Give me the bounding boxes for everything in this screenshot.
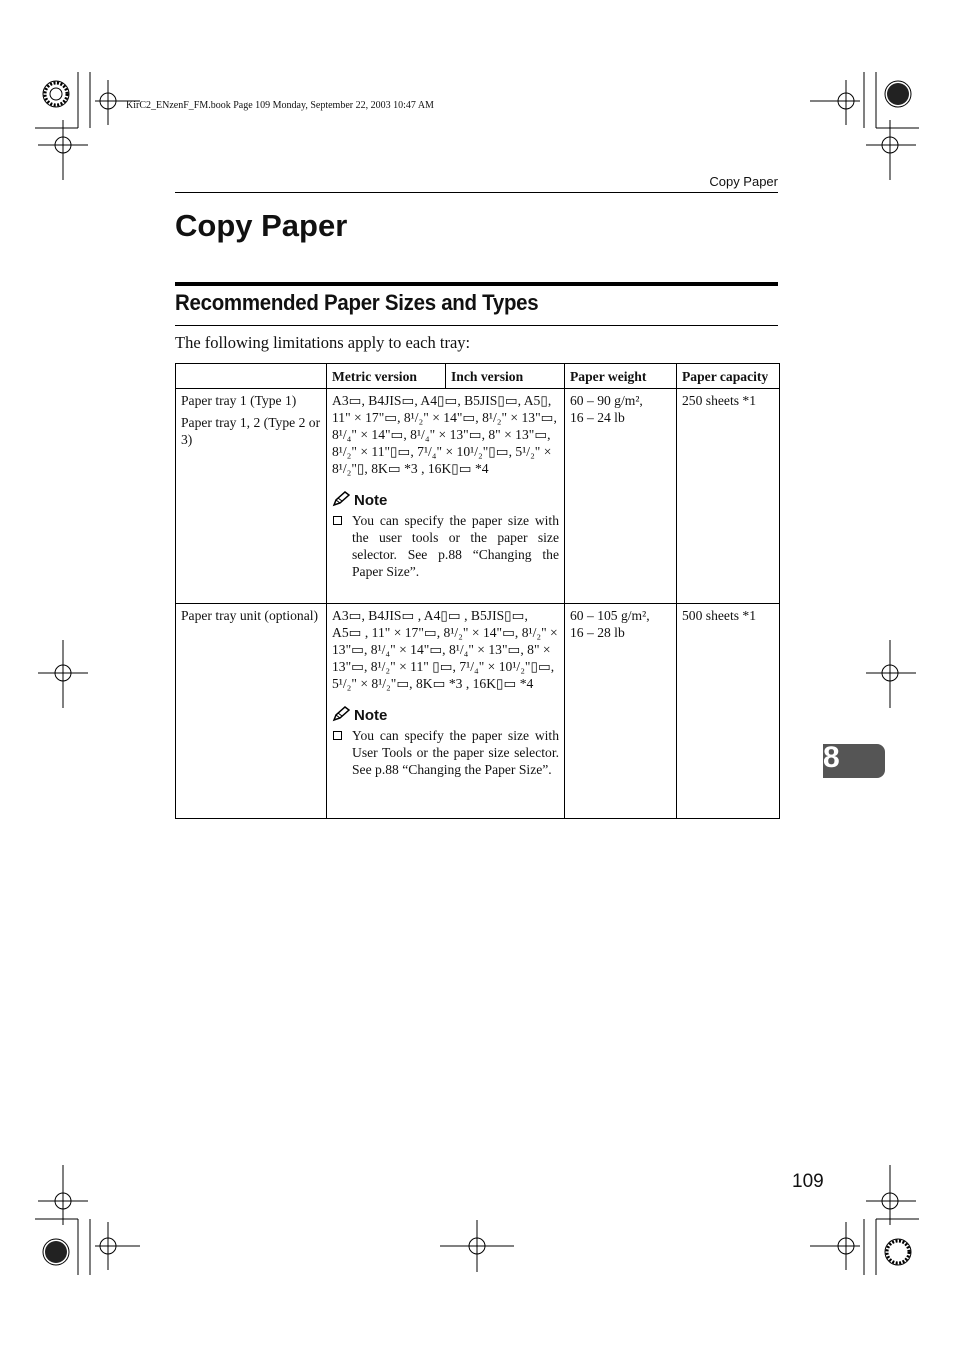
note-item [332, 727, 559, 778]
capacity-cell [677, 604, 780, 819]
header-inch: Inch version [446, 364, 565, 389]
tray-cell [176, 389, 327, 604]
checkbox-bullet-icon [333, 516, 342, 525]
header-tray [176, 364, 327, 389]
weight-cell [565, 389, 677, 604]
page-number: 109 [792, 1171, 824, 1192]
sizes-cell [327, 389, 565, 604]
capacity-value: 250 sheets *1 [682, 393, 757, 408]
section-title: Recommended Paper Sizes and Types [175, 290, 539, 315]
pencil-note-icon [332, 491, 350, 507]
capacity-value: 500 sheets *1 [682, 608, 757, 623]
note-item [332, 512, 559, 580]
weight-imperial: 16 – 24 lb [570, 410, 625, 425]
section-rule-thick [175, 282, 778, 286]
tray-cell [176, 604, 327, 819]
note-text: You can specify the paper size with the user tools or the paper size selector. See p.88 “Changing the Paper Size”. [352, 513, 559, 579]
weight-metric: 60 – 105 g/m², [570, 608, 650, 623]
note-label: Note [354, 492, 388, 509]
page-title: Copy Paper [175, 208, 348, 243]
chapter-number: 8 [823, 741, 840, 774]
paper-size-table [175, 363, 780, 819]
weight-cell [565, 604, 677, 819]
tray-name: Paper tray 1, 2 (Type 2 or 3) [181, 415, 321, 447]
tray-name: Paper tray 1 (Type 1) [181, 393, 297, 408]
note-heading [332, 706, 559, 724]
paper-sizes-list: A3▭, B4JIS▭ , A4▯▭ , B5JIS▯▭, A5▭ , 11" × 17"▭, 8¹/₂" × 14"▭, 8¹/₂" × 13"▭, 8¹/₄" × 14"▭, 8¹/₄" × 13"▭, 8" × 13"▭, 8¹/₂" × 11" ▯▭, 7¹/₄" × 10¹/₂"▯▭, 5¹/₂" × 8¹/₂"▭, 8K▭ *3 , 16K▯▭ *4 [332, 608, 558, 691]
header-metric: Metric version [327, 364, 446, 389]
weight-imperial: 16 – 28 lb [570, 625, 625, 640]
book-info-line: KirC2_ENzenF_FM.book Page 109 Monday, September 22, 2003 10:47 AM [126, 100, 434, 111]
header-capacity: Paper capacity [677, 364, 780, 389]
note-heading [332, 491, 559, 509]
intro-text: The following limitations apply to each tray: [175, 333, 471, 352]
section-rule-thin [175, 325, 778, 326]
note-text: You can specify the paper size with User Tools or the paper size selector. See p.88 “Changing the Paper Size”. [352, 728, 559, 777]
table-row [176, 604, 780, 819]
table-header-row [176, 364, 780, 389]
tray-name: Paper tray unit (optional) [181, 608, 319, 623]
running-head: Copy Paper [709, 174, 778, 189]
paper-sizes-list: A3▭, B4JIS▭, A4▯▭, B5JIS▯▭, A5▯, 11" × 17"▭, 8¹/₂" × 14"▭, 8¹/₂" × 13"▭, 8¹/₄" × 14"▭, 8¹/₄" × 13"▭, 8" × 13"▭, 8¹/₂" × 11"▯▭, 7¹/₄" × 10¹/₂"▯▭, 5¹/₂" × 8¹/₂"▯, 8K▭ *3 , 16K▯▭ *4 [332, 393, 557, 476]
pencil-note-icon [332, 706, 350, 722]
checkbox-bullet-icon [333, 731, 342, 740]
sizes-cell [327, 604, 565, 819]
header-weight: Paper weight [565, 364, 677, 389]
weight-metric: 60 – 90 g/m², [570, 393, 643, 408]
header-rule [175, 192, 778, 193]
chapter-tab [823, 741, 885, 778]
table-row [176, 389, 780, 604]
capacity-cell [677, 389, 780, 604]
note-label: Note [354, 707, 388, 724]
